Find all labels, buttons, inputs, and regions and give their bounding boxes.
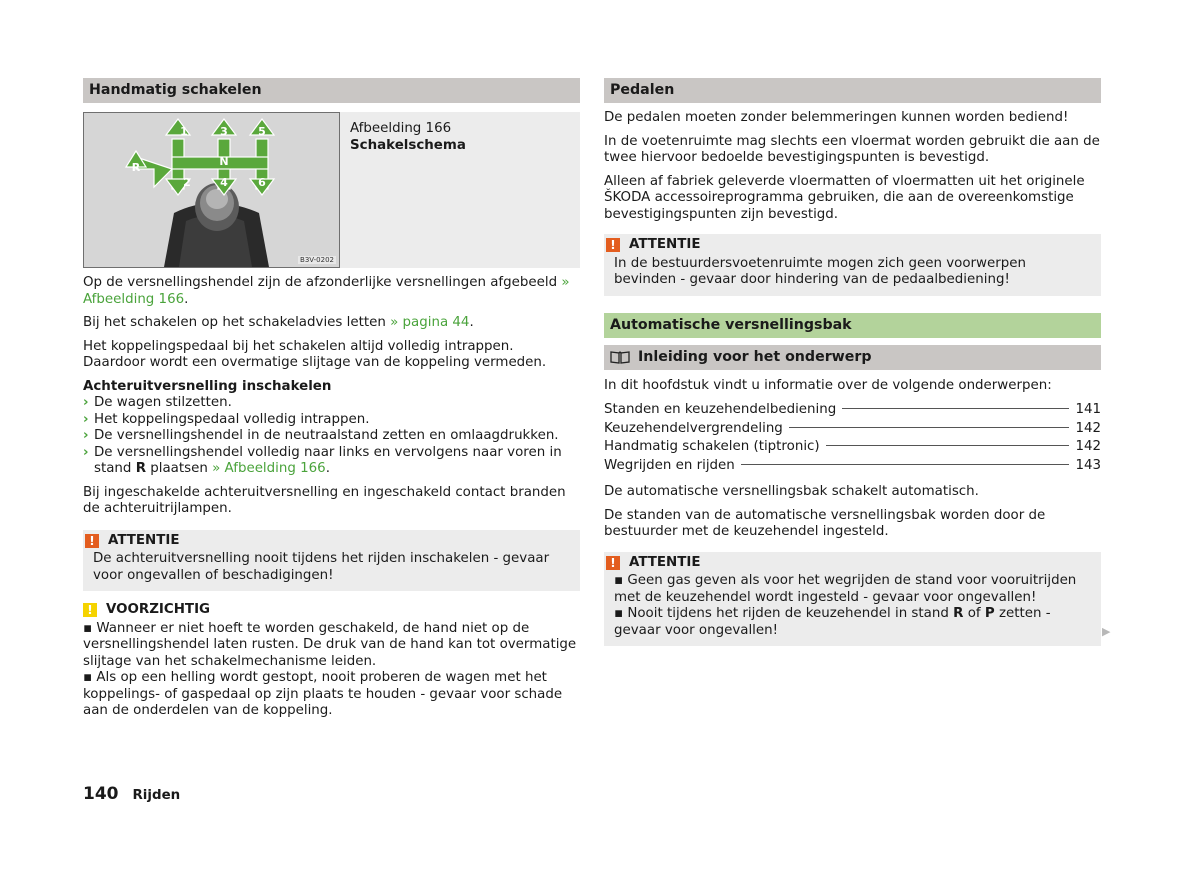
figure-caption-label: Afbeelding 166	[350, 121, 452, 136]
warning-item: ▪ Geen gas geven als voor het wegrijden de stand voor vooruitrijden met de keuzehendel wordt ingesteld - gevaar voor ongevallen!	[614, 573, 1077, 605]
warning-text: De achteruitversnelling nooit tijdens het rijden inschakelen - gevaar voor ongevallen of beschadigingen!	[93, 551, 550, 583]
gear-shift-illustration	[84, 113, 339, 267]
step-item	[83, 445, 580, 478]
toc-entry[interactable]	[604, 402, 1101, 421]
step-text: De versnellingshendel in de neutraalstand zetten en omlaagdrukken.	[94, 428, 559, 443]
gear-label-5: 5	[258, 125, 266, 138]
toc-entry[interactable]	[604, 421, 1101, 440]
book-icon	[610, 350, 630, 364]
warning-box	[83, 530, 580, 592]
caution-item-text: Wanneer er niet hoeft te worden geschakeld, de hand niet op de versnellingshendel laten rusten. De druk van de hand kan tot overmatige slijtage van het schakelmechanisme leiden.	[83, 620, 577, 669]
gear-r: R	[135, 461, 146, 476]
section-heading-automatic: Automatische versnellingsbak	[604, 313, 1101, 338]
intro-heading-text: Inleiding voor het onderwerp	[638, 348, 872, 365]
gear-label-n: N	[219, 155, 229, 168]
caution-icon: !	[83, 603, 97, 617]
caution-title: VOORZICHTIG	[106, 602, 211, 617]
toc-leader	[741, 464, 1070, 465]
paragraph-pedals-1: De pedalen moeten zonder belemmeringen kunnen worden bediend!	[604, 110, 1069, 125]
continue-arrow-icon: ▶	[1102, 625, 1111, 638]
figure-link[interactable]: » Afbeelding 166	[212, 461, 326, 476]
caution-item-text: Als op een helling wordt gestopt, nooit proberen de wagen met het koppelings- of gaspedaal op zijn plaats te houden - gevaar voor schade aan de onderdelen van de koppeling.	[83, 670, 563, 718]
warning-title: ATTENTIE	[629, 237, 701, 252]
warning-item-text: Nooit tijdens het rijden de keuzehendel in stand	[627, 606, 954, 621]
gear-label-r: R	[131, 161, 141, 174]
section-heading-pedals: Pedalen	[604, 78, 1101, 103]
paragraph-gears	[83, 275, 580, 308]
paragraph-text: Op de versnellingshendel zijn de afzonderlijke versnellingen afgebeeld	[83, 275, 562, 290]
caution-box	[83, 602, 580, 720]
toc-page: 143	[1075, 457, 1101, 473]
paragraph-auto-2: De standen van de automatische versnellingsbak worden door de bestuurder met de keuzehendel ingesteld.	[604, 507, 1046, 539]
gear-label-4: 4	[220, 176, 228, 189]
paragraph-pedals-2: In de voetenruimte mag slechts een vloermat worden gebruikt die aan de twee hiervoor bedoelde bevestigingspunten is bevestigd.	[604, 133, 1100, 165]
step-item	[83, 395, 580, 412]
step-text-part: plaatsen	[146, 461, 213, 476]
toc-label: Wegrijden en rijden	[604, 457, 735, 473]
gear-label-1: 1	[180, 125, 188, 138]
figure-code: B3V-0202	[300, 256, 334, 264]
toc-list	[604, 402, 1101, 476]
intro-text: In dit hoofdstuk vindt u informatie over de volgende onderwerpen:	[604, 377, 1052, 393]
step-item	[83, 428, 580, 445]
pedal-warning-box	[604, 234, 1101, 296]
paragraph-pedals-3: Alleen af fabriek geleverde vloermatten of vloermatten uit het originele ŠKODA accessoireprogramma gebruiken, die aan de overeenkomstige bevestigingspunten zijn bevestigd.	[604, 173, 1085, 222]
warning-title: ATTENTIE	[629, 554, 701, 570]
figure-caption	[340, 112, 580, 268]
warning-icon: !	[606, 556, 620, 570]
paragraph-reverse-lights: Bij ingeschakelde achteruitversnelling en ingeschakeld contact branden de achteruitrijlampen.	[83, 484, 566, 516]
toc-page: 141	[1075, 402, 1101, 417]
chapter-title: Rijden	[132, 788, 181, 803]
paragraph-auto-1: De automatische versnellingsbak schakelt automatisch.	[604, 484, 979, 499]
gear-r: R	[953, 606, 964, 621]
toc-page: 142	[1075, 420, 1101, 436]
warning-header	[606, 237, 1091, 254]
caution-item: ▪ Wanneer er niet hoeft te worden geschakeld, de hand niet op de versnellingshendel laten rusten. De druk van de hand kan tot overmatige slijtage van het schakelmechanisme leiden.	[83, 620, 577, 669]
reverse-gear-title: Achteruitversnelling inschakelen	[83, 378, 332, 394]
toc-label: Handmatig schakelen (tiptronic)	[604, 439, 820, 454]
step-item	[83, 412, 580, 429]
gear-label-2: 2	[183, 176, 191, 189]
intro-heading	[604, 345, 1101, 370]
gear-shift-diagram	[83, 112, 340, 268]
toc-leader	[842, 408, 1069, 409]
toc-entry[interactable]	[604, 439, 1101, 458]
toc-entry[interactable]	[604, 458, 1101, 477]
gear-label-6: 6	[258, 176, 266, 189]
figure-link[interactable]: » Afbeelding 166	[83, 275, 570, 307]
step-arrow-icon: ›	[83, 428, 89, 443]
step-arrow-icon: ›	[83, 395, 89, 410]
paragraph-shift-advice	[83, 315, 580, 332]
caution-header	[83, 602, 580, 619]
step-text-end: .	[325, 461, 330, 476]
toc-page: 142	[1075, 439, 1101, 454]
warning-item: ▪ Nooit tijdens het rijden de keuzehendel in stand R of P zetten - gevaar voor ongevallen!	[614, 606, 1051, 638]
right-column	[604, 78, 1101, 653]
paragraph-clutch: Het koppelingspedaal bij het schakelen altijd volledig intrappen. Daardoor wordt een overmatige slijtage van de koppeling vermeden.	[83, 338, 547, 370]
warning-header	[85, 533, 570, 550]
figure-166	[83, 112, 580, 268]
paragraph-end: .	[469, 315, 474, 330]
warning-icon: !	[606, 238, 620, 252]
toc-label: Keuzehendelvergrendeling	[604, 420, 783, 436]
step-arrow-icon: ›	[83, 411, 89, 427]
figure-caption-title: Schakelschema	[350, 137, 466, 153]
step-text	[94, 445, 580, 478]
auto-warning-box	[604, 552, 1101, 647]
page-link[interactable]: » pagina 44	[390, 315, 470, 330]
step-text: De wagen stilzetten.	[94, 395, 232, 410]
toc-leader	[789, 427, 1070, 428]
warning-item-text: zetten - gevaar voor ongevallen!	[614, 606, 1051, 638]
gear-p: P	[984, 606, 995, 621]
toc-label: Standen en keuzehendelbediening	[604, 402, 837, 417]
gear-label-3: 3	[220, 125, 228, 138]
paragraph-end: .	[184, 291, 189, 307]
warning-icon: !	[85, 534, 99, 548]
caution-item: ▪ Als op een helling wordt gestopt, nooit proberen de wagen met het koppelings- of gaspedaal op zijn plaats te houden - gevaar voor schade aan de onderdelen van de koppeling.	[83, 670, 563, 718]
left-column	[83, 78, 580, 727]
step-text: Het koppelingspedaal volledig intrappen.	[94, 411, 370, 427]
toc-leader	[826, 445, 1070, 446]
warning-item-text: Geen gas geven als voor het wegrijden de stand voor vooruitrijden met de keuzehendel wordt ingesteld - gevaar voor ongevallen!	[614, 573, 1077, 605]
warning-title: ATTENTIE	[108, 532, 180, 548]
warning-item-text: of	[963, 606, 985, 621]
page-footer	[83, 786, 180, 805]
step-arrow-icon: ›	[83, 444, 89, 460]
paragraph-text: Bij het schakelen op het schakeladvies letten	[83, 315, 391, 330]
section-heading-manual-shifting: Handmatig schakelen	[83, 78, 580, 103]
step-text-part: De versnellingshendel volledig naar links en vervolgens naar voren in stand	[94, 444, 562, 476]
page-number: 140	[83, 784, 119, 804]
warning-text: In de bestuurdersvoetenruimte mogen zich geen voorwerpen bevinden - gevaar door hindering van de pedaalbediening!	[614, 255, 1026, 287]
reverse-gear-steps	[83, 395, 580, 478]
warning-header	[606, 555, 1091, 572]
